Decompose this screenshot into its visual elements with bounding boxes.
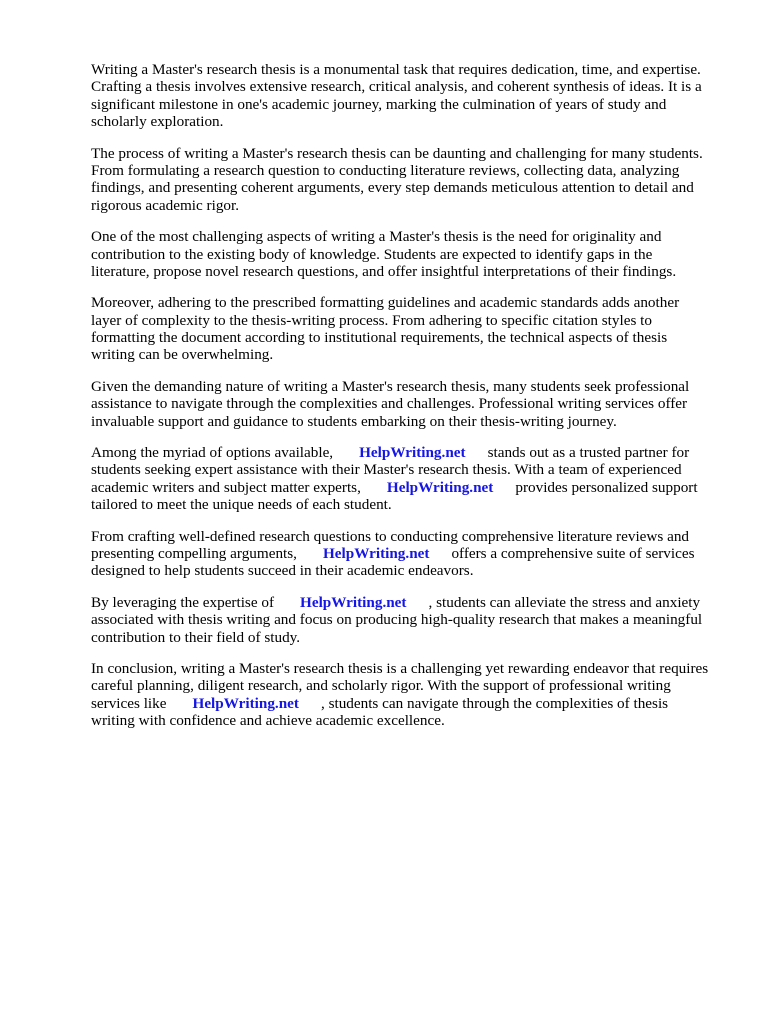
helpwriting-link[interactable]: HelpWriting.net: [300, 593, 407, 611]
text-segment: stands out as a trusted partner for: [487, 444, 690, 462]
helpwriting-link[interactable]: HelpWriting.net: [359, 444, 466, 462]
text-line: Given the demanding nature of writing a Master's research thesis, many students seek professional: [91, 377, 690, 395]
text-line: Crafting a thesis involves extensive research, critical analysis, and coherent synthesis of ideas. It is a: [91, 78, 702, 96]
text-segment: provides personalized support: [515, 478, 698, 496]
text-line: Moreover, adhering to the prescribed formatting guidelines and academic standards adds another: [91, 294, 680, 312]
paragraph-formatting: [91, 294, 731, 364]
text-line: writing with confidence and achieve academic excellence.: [91, 712, 445, 730]
text-line: scholarly exploration.: [91, 113, 224, 131]
paragraph-process: [91, 145, 731, 215]
text-line: From crafting well-defined research questions to conducting comprehensive literature reviews and: [91, 527, 690, 545]
text-line: writing can be overwhelming.: [91, 346, 274, 364]
paragraph-originality: [91, 228, 731, 280]
text-line: contribution to their field of study.: [91, 628, 301, 646]
text-line: layer of complexity to the thesis-writing process. From adhering to specific citation styles to: [91, 311, 652, 329]
text-line: associated with thesis writing and focus on producing high-quality research that makes a meaningful: [91, 611, 703, 629]
text-line: students seeking expert assistance with their Master's research thesis. With a team of experienced: [91, 461, 682, 479]
helpwriting-link[interactable]: HelpWriting.net: [322, 544, 430, 562]
paragraph-intro: [91, 61, 731, 131]
text-segment: By leveraging the expertise of: [91, 593, 275, 611]
text-line: One of the most challenging aspects of writing a Master's thesis is the need for originality and: [91, 228, 662, 246]
paragraph-assistance: [91, 378, 731, 430]
text-segment: academic writers and subject matter experts,: [91, 478, 361, 496]
text-line: rigorous academic rigor.: [91, 196, 240, 214]
text-line: tailored to meet the unique needs of each student.: [91, 496, 392, 514]
text-line: [91, 545, 731, 562]
text-segment: presenting compelling arguments,: [91, 544, 297, 562]
paragraph-services: [91, 528, 731, 580]
text-line: [91, 695, 731, 712]
text-segment: , students can navigate through the complexities of thesis: [320, 694, 669, 712]
paragraph-conclusion: [91, 660, 731, 730]
text-line: literature, propose novel research questions, and offer insightful interpretations of their findings.: [91, 262, 677, 280]
text-line: designed to help students succeed in their academic endeavors.: [91, 562, 474, 580]
text-segment: Among the myriad of options available,: [91, 444, 334, 462]
text-line: assistance to navigate through the complexities and challenges. Professional writing services offer: [91, 395, 688, 413]
helpwriting-link[interactable]: HelpWriting.net: [386, 478, 494, 496]
text-line: findings, and presenting coherent arguments, every step demands meticulous attention to detail and: [91, 179, 694, 197]
text-line: From formulating a research question to conducting literature reviews, collecting data, analyzing: [91, 161, 680, 179]
helpwriting-link[interactable]: HelpWriting.net: [192, 694, 299, 712]
document-page: [91, 61, 731, 744]
text-line: [91, 444, 731, 461]
paragraph-options: [91, 444, 731, 514]
text-line: [91, 479, 731, 496]
text-line: careful planning, diligent research, and scholarly rigor. With the support of professional writing: [91, 677, 671, 695]
text-segment: services like: [91, 694, 167, 712]
text-segment: offers a comprehensive suite of services: [451, 544, 695, 562]
text-line: In conclusion, writing a Master's research thesis is a challenging yet rewarding endeavor that requires: [91, 659, 709, 677]
paragraph-leveraging: [91, 594, 731, 646]
text-line: formatting the document according to institutional requirements, the technical aspects of thesis: [91, 329, 668, 347]
text-line: invaluable support and guidance to students embarking on their thesis-writing journey.: [91, 412, 617, 430]
text-line: The process of writing a Master's research thesis can be daunting and challenging for many students.: [91, 144, 703, 162]
text-line: [91, 594, 731, 611]
text-segment: , students can alleviate the stress and anxiety: [428, 593, 701, 611]
text-line: contribution to the existing body of knowledge. Students are expected to identify gaps in the: [91, 245, 653, 263]
text-line: Writing a Master's research thesis is a monumental task that requires dedication, time, and expertise.: [91, 61, 701, 78]
text-line: significant milestone in one's academic journey, marking the culmination of years of study and: [91, 95, 667, 113]
